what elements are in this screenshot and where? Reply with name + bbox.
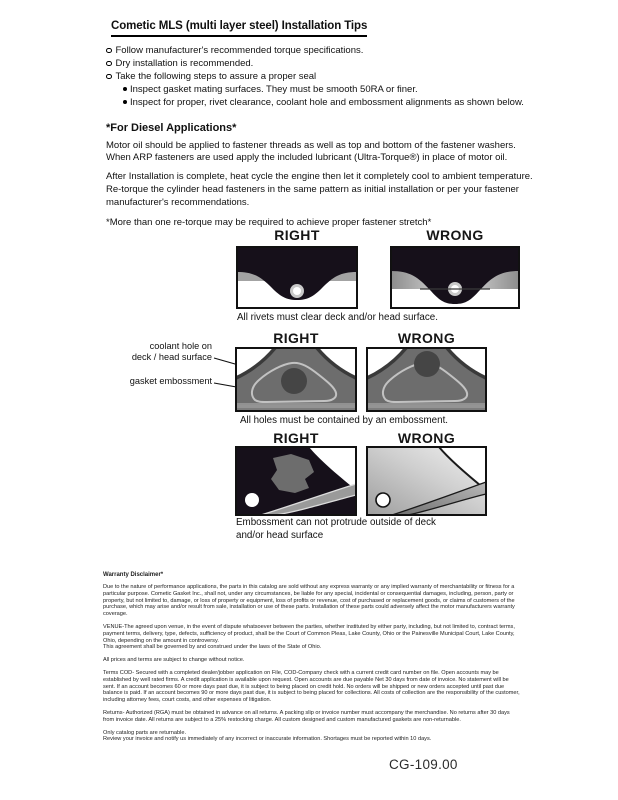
hole-caption: All holes must be contained by an embossment.	[240, 415, 449, 426]
right-header: RIGHT	[274, 227, 320, 243]
bullet-text: Inspect for proper, rivet clearance, coolant hole and embossment alignments as shown below.	[130, 96, 524, 108]
warranty-disclaimer-section	[103, 572, 520, 743]
hole-right-diagram	[235, 347, 357, 412]
open-bullet-icon	[106, 61, 112, 67]
list-item	[123, 83, 544, 96]
installation-tips-section	[106, 16, 544, 230]
coolant-hole-label-line: deck / head surface	[131, 352, 212, 362]
wrong-header: WRONG	[397, 330, 456, 346]
list-item	[106, 70, 544, 83]
wrong-header: WRONG	[397, 430, 456, 446]
embossment-caption	[236, 517, 466, 542]
embossment-caption-line: Embossment can not protrude outside of deck	[236, 517, 436, 528]
prices-paragraph: All prices and terms are subject to change without notice.	[103, 657, 245, 664]
venue-paragraph: VENUE-The agreed upon venue, in the event of dispute whatsoever between the parties, whether instituted by either party, including, but not limited to, contract terms, payment terms, delivery, type, defects, sufficiency of product, shall be the Court of Common Pleas, Lake County, Ohio or the Painesville Municipal Court, Lake County, Ohio, depending on the amount in controversy.	[103, 623, 515, 644]
rivet-right-diagram	[236, 246, 358, 309]
bullet-text: Dry installation is recommended.	[115, 57, 254, 69]
warranty-paragraph: Due to the nature of performance applications, the parts in this catalog are sold without any express warranty or any implied warranty of merchantability or fitness for a particular purpose. Cometic Gasket Inc., shall not, under any circumstances, be liable for any special, incidental or consequential damages, including, person, party or property, but not limited to, damage, or loss of property or equipment, loss of profits or revenue, cost of purchased or replacement goods, or claims of customers of the purchase, which may arise and/or result from sale, installation or use of these parts. Installation of these parts could adversely affect the motor manufacturers warranty coverage.	[103, 584, 515, 618]
invoice-review-line: Review your invoice and notify us immediately of any incorrect or inaccurate information. Shortages must be reported within 10 days.	[103, 736, 432, 743]
warranty-heading: Warranty Disclaimer*	[103, 572, 164, 578]
catalog-parts-line: Only catalog parts are returnable.	[103, 729, 187, 736]
governing-law-line: This agreement shall be governed by and construed under the laws of the State of Ohio.	[103, 644, 322, 651]
embossment-caption-line: and/or head surface	[236, 529, 324, 541]
embossment-right-diagram	[235, 446, 357, 516]
coolant-hole-label	[100, 341, 212, 363]
open-bullet-icon	[106, 48, 112, 54]
terms-paragraph: Terms COD- Secured with a completed dealer/jobber application on File, COD-Company check with a current credit card number on file. Open accounts may be established by well rated firms. A credit application is available upon request. Open accounts are due payable Net 30 days from date of invoice. No statement will be sent. If an account becomes 60 or more days past due, it is subject to being placed on credit hold. No orders will be shipped or new orders accepted until past due balance is paid. If an account becomes 90 or more days past due, it is subject to being placed for collections. All costs of collection are the responsibility of the customer, including attorney fees, court costs, and other expenses of litigation.	[103, 669, 520, 704]
embossment-wrong-diagram	[366, 446, 487, 516]
bullet-text: Follow manufacturer's recommended torque specifications.	[115, 44, 364, 56]
list-item	[106, 57, 544, 70]
diesel-applications-heading: *For Diesel Applications*	[106, 121, 237, 134]
tips-list	[106, 44, 544, 109]
wrong-header: WRONG	[426, 227, 484, 243]
gasket-embossment-label: gasket embossment	[129, 376, 212, 386]
filled-bullet-icon	[123, 87, 127, 91]
filled-bullet-icon	[123, 100, 127, 104]
rivet-caption: All rivets must clear deck and/or head surface.	[237, 312, 438, 323]
rivet-wrong-diagram	[390, 246, 520, 309]
coolant-hole-label-line: coolant hole on	[149, 341, 212, 351]
list-item	[106, 44, 544, 57]
diesel-paragraph: Motor oil should be applied to fastener threads as well as top and bottom of the fastener washers. When ARP fasteners are used apply the included lubricant (Ultra-Torque®) in place of motor oil.	[106, 139, 516, 164]
list-item	[123, 96, 544, 109]
bullet-text: Take the following steps to assure a proper seal	[115, 70, 317, 82]
hole-wrong-diagram	[366, 347, 487, 412]
open-bullet-icon	[106, 74, 112, 80]
right-header: RIGHT	[273, 430, 319, 446]
returns-paragraph: Returns- Authorized (RGA) must be obtained in advance on all returns. A packing slip or invoice number must accompany the merchandise. No returns after 30 days from invoice date. All returns are subject to a 25% restocking charge. All custom designed and custom manufactured gaskets are non-returnable.	[103, 709, 510, 723]
right-header: RIGHT	[273, 330, 319, 346]
bullet-text: Inspect gasket mating surfaces. They must be smooth 50RA or finer.	[130, 83, 418, 95]
diesel-paragraph: After Installation is complete, heat cycle the engine then let it completely cool to ambient temperature. Re-torque the cylinder head fasteners in the same pattern as initial installation or per your fastener manufacturer's recommendations.	[106, 171, 533, 208]
retorque-note: *More than one re-torque may be required to achieve proper fastener stretch*	[106, 217, 432, 229]
page-title: Cometic MLS (multi layer steel) Installation Tips	[111, 20, 367, 37]
page-code: CG-109.00	[389, 757, 458, 772]
